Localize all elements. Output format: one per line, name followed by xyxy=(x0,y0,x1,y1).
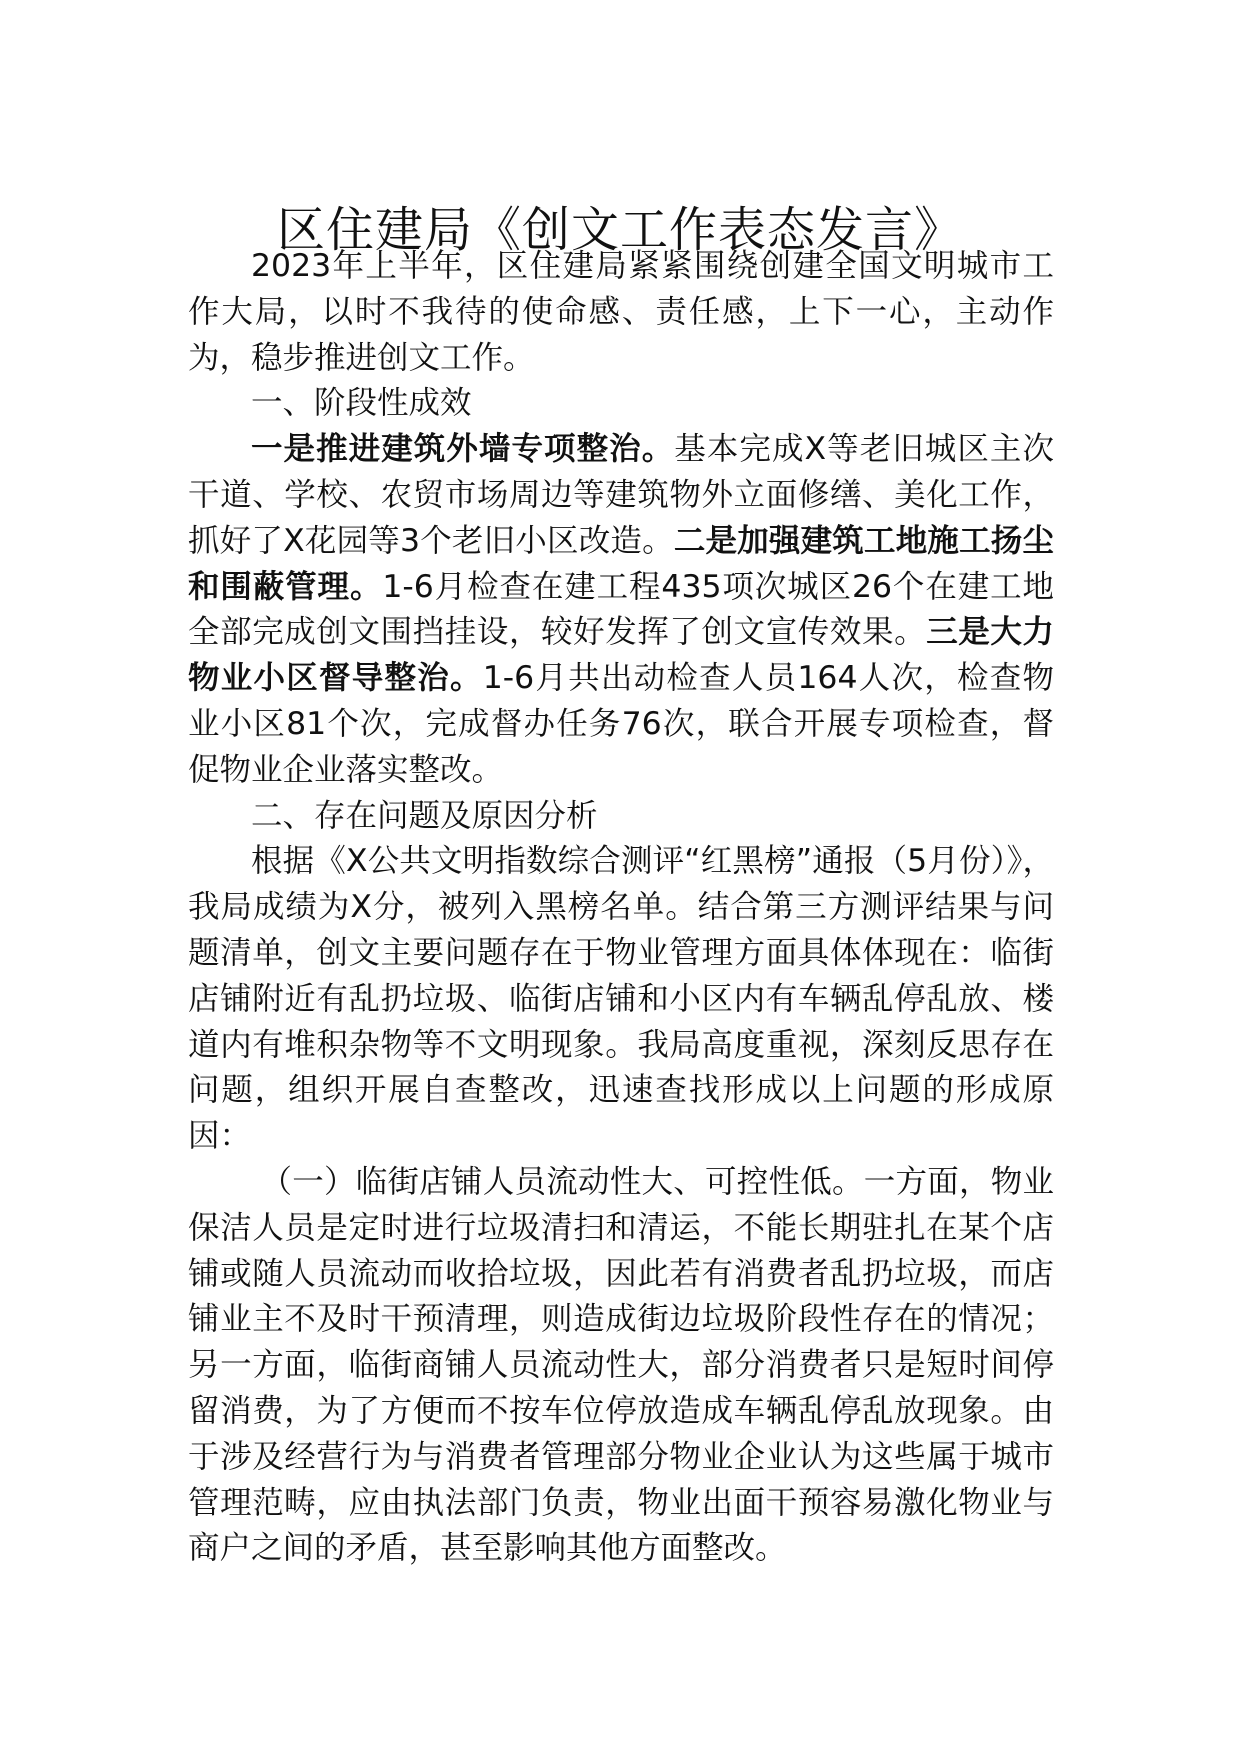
achievement-lead-3: 三是大力物业小区督导整治。 xyxy=(188,614,1054,697)
achievements-paragraph xyxy=(188,427,1054,793)
achievement-lead-1: 一是推进建筑外墙专项整治。 xyxy=(251,431,675,468)
document-title: 区住建局《创文工作表态发言》 xyxy=(276,202,963,259)
achievement-text-1: 基本完成X等老旧城区主次干道、学校、农贸市场周边等建筑物外立面修缮、美化工作，抓好了X花园等3个老旧小区改造。 xyxy=(188,431,1054,559)
achievement-lead-2: 二是加强建筑工地施工扬尘和围蔽管理。 xyxy=(188,522,1054,605)
achievement-text-2: 1-6月检查在建工程435项次城区26个在建工地全部完成创文围挡挂设，较好发挥了创文宣传效果。 xyxy=(188,568,1054,651)
intro-paragraph: 2023年上半年，区住建局紧紧围绕创建全国文明城市工作大局，以时不我待的使命感、责任感，上下一心，主动作为，稳步推进创文工作。 xyxy=(188,248,1054,376)
problems-paragraph: 根据《X公共文明指数综合测评“红黑榜”通报（5月份）》，我局成绩为X分，被列入黑榜名单。结合第三方测评结果与问题清单，创文主要问题存在于物业管理方面具体体现在：临街店铺附近有乱扔垃圾、临街店铺和小区内有车辆乱停乱放、楼道内有堆积杂物等不文明现象。我局高度重视，深刻反思存在问题，组织开展自查整改，迅速查找形成以上问题的形成原因： xyxy=(188,843,1054,1155)
achievement-text-3: 1-6月共出动检查人员164人次，检查物业小区81个次，完成督办任务76次，联合开展专项检查，督促物业企业落实整改。 xyxy=(188,660,1054,788)
section-heading-problems: 二、存在问题及原因分析 xyxy=(251,797,598,834)
cause-paragraph-1: （一）临街店铺人员流动性大、可控性低。一方面，物业保洁人员是定时进行垃圾清扫和清运，不能长期驻扎在某个店铺或随人员流动而收拾垃圾，因此若有消费者乱扔垃圾，而店铺业主不及时干预清理，则造成街边垃圾阶段性存在的情况；另一方面，临街商铺人员流动性大，部分消费者只是短时间停留消费，为了方便而不按车位停放造成车辆乱停乱放现象。由于涉及经营行为与消费者管理部分物业企业认为这些属于城市管理范畴，应由执法部门负责，物业出面干预容易激化物业与商户之间的矛盾，甚至影响其他方面整改。 xyxy=(188,1163,1054,1567)
document-body xyxy=(188,244,1054,1572)
section-heading-achievements: 一、阶段性成效 xyxy=(251,385,472,422)
